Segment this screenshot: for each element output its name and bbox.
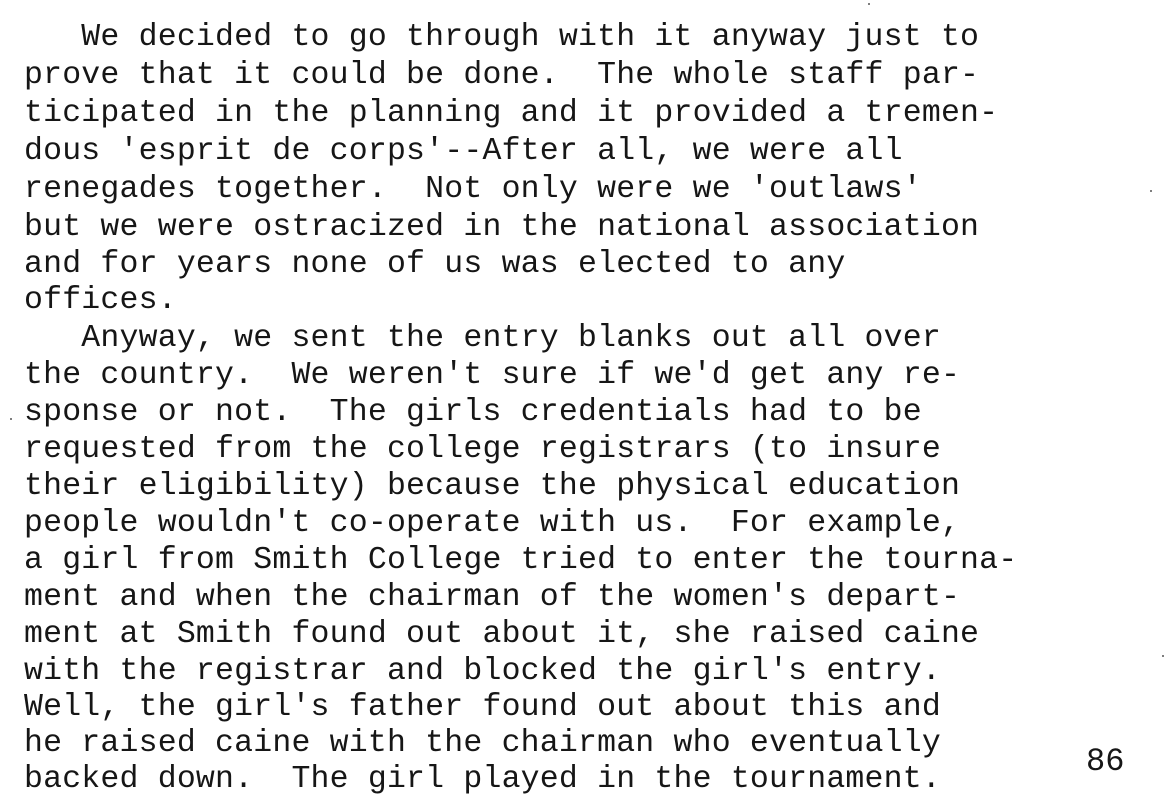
text-line: Well, the girl's father found out about this and xyxy=(24,690,941,725)
text-line: the country. We weren't sure if we'd get any re- xyxy=(24,358,961,393)
text-line: renegades together. Not only were we 'outlaws' xyxy=(24,172,922,207)
paper-speck xyxy=(10,418,12,420)
paper-speck xyxy=(1162,655,1164,657)
text-line: a girl from Smith College tried to enter the tourna- xyxy=(24,543,1018,578)
text-line: with the registrar and blocked the girl's entry. xyxy=(24,654,941,689)
text-line: sponse or not. The girls credentials had to be xyxy=(24,395,922,430)
text-line: and for years none of us was elected to any xyxy=(24,247,846,282)
text-line: ment and when the chairman of the women's depart- xyxy=(24,580,961,615)
paper-speck xyxy=(868,3,870,5)
text-line: their eligibility) because the physical education xyxy=(24,469,961,504)
text-line: prove that it could be done. The whole staff par- xyxy=(24,58,980,93)
text-line: people wouldn't co-operate with us. For example, xyxy=(24,506,961,541)
text-line: Anyway, we sent the entry blanks out all over xyxy=(24,321,941,356)
text-line: backed down. The girl played in the tournament. xyxy=(24,762,941,797)
text-line: We decided to go through with it anyway just to xyxy=(24,20,980,55)
text-line: ticipated in the planning and it provided a tremen- xyxy=(24,96,999,131)
text-line: requested from the college registrars (to insure xyxy=(24,432,941,467)
text-line: he raised caine with the chairman who eventually xyxy=(24,726,941,761)
text-line: dous 'esprit de corps'--After all, we were all xyxy=(24,134,903,169)
text-line: ment at Smith found out about it, she raised caine xyxy=(24,617,980,652)
text-line: but we were ostracized in the national association xyxy=(24,210,980,245)
text-line: offices. xyxy=(24,283,177,318)
paper-speck xyxy=(1150,190,1152,192)
page-number: 86 xyxy=(1086,743,1125,780)
